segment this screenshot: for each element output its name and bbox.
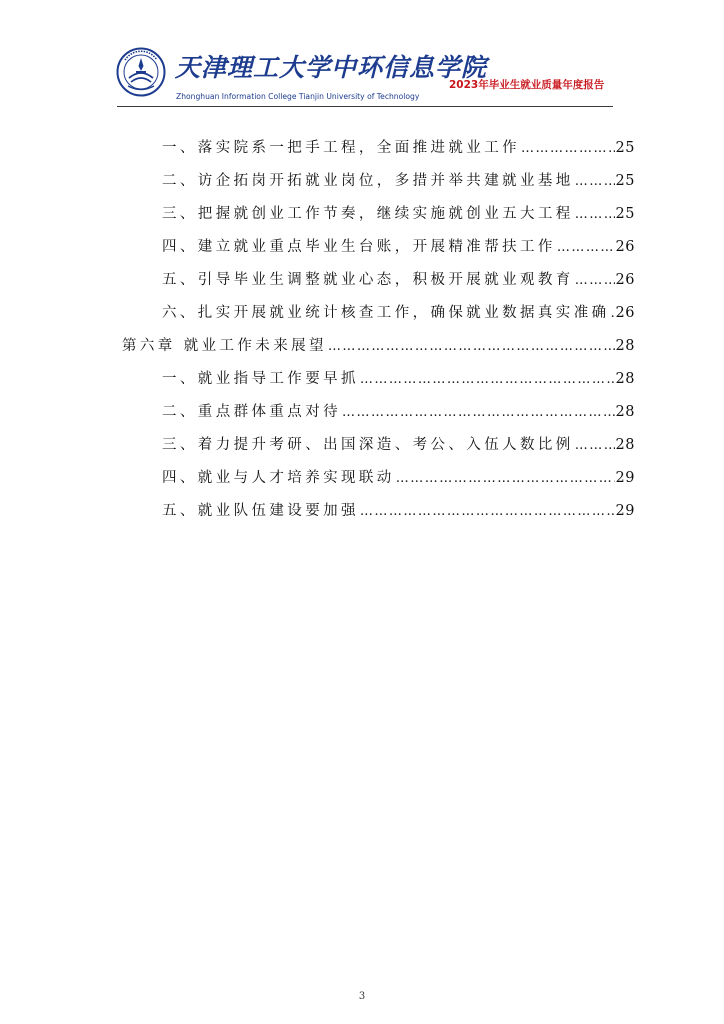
toc-entry[interactable] (162, 467, 635, 489)
toc-entry[interactable] (162, 302, 635, 324)
toc-entry-title: 三、着力提升考研、出国深造、考公、入伍人数比例 (162, 437, 574, 453)
toc-leader-dots (575, 270, 615, 292)
toc-leader-dots (521, 138, 615, 160)
toc-entry[interactable] (162, 269, 635, 291)
toc-entry[interactable] (162, 203, 635, 225)
toc-chapter-entry[interactable] (122, 335, 635, 357)
toc-entry[interactable] (162, 236, 635, 258)
toc-leader-dots (360, 501, 615, 523)
toc-leader-dots (328, 336, 615, 358)
toc-entry-page: 28 (615, 437, 635, 453)
toc-leader-dots (342, 402, 615, 424)
toc-entry[interactable] (162, 401, 635, 423)
toc-entry-title: 一、就业指导工作要早抓 (162, 371, 359, 387)
toc-entry-page: 26 (615, 272, 635, 288)
toc-leader-dots (360, 369, 615, 391)
toc-entry-page: 26 (615, 239, 635, 255)
toc-entry-page: 29 (615, 503, 635, 519)
toc-entry-title: 二、重点群体重点对待 (162, 404, 341, 420)
toc-leader-dots (557, 237, 615, 259)
toc-entry-title: 五、引导毕业生调整就业心态，积极开展就业观教育 (162, 272, 574, 288)
school-name-cn: 天津理工大学中环信息学院 (175, 53, 488, 82)
toc-entry[interactable] (162, 500, 635, 522)
toc-entry-title: 四、建立就业重点毕业生台账，开展精准帮扶工作 (162, 239, 556, 255)
toc-entry-page: 26 (615, 305, 635, 321)
toc-entry[interactable] (162, 368, 635, 390)
toc-entry-title: 二、访企拓岗开拓就业岗位，多措并举共建就业基地 (162, 173, 574, 189)
toc-entry-page: 25 (615, 206, 635, 222)
toc-leader-dots (575, 204, 615, 226)
toc-entry-title: 三、把握就创业工作节奏，继续实施就创业五大工程 (162, 206, 574, 222)
page-number: 3 (358, 991, 366, 1002)
school-name-en: Zhonghuan Information College Tianjin University of Technology (176, 92, 420, 101)
toc-entry-title: 四、就业与人才培养实现联动 (162, 470, 395, 486)
toc-entry-title: 一、落实院系一把手工程，全面推进就业工作 (162, 140, 520, 156)
toc-entry-title: 第六章 就业工作未来展望 (122, 338, 327, 354)
toc-entry[interactable] (162, 434, 635, 456)
toc-entry-page: 28 (615, 371, 635, 387)
report-title: 2023年毕业生就业质量年度报告 (449, 79, 605, 91)
toc-leader-dots (575, 435, 615, 457)
toc-leader-dots (396, 468, 615, 490)
toc-entry-title: 五、就业队伍建设要加强 (162, 503, 359, 519)
toc-entry-page: 25 (615, 173, 635, 189)
toc-entry[interactable] (162, 170, 635, 192)
toc-leader-dots (611, 303, 615, 325)
toc-entry-page: 25 (615, 140, 635, 156)
toc-entry-page: 28 (615, 404, 635, 420)
toc-entry[interactable] (162, 137, 635, 159)
toc-entry-page: 28 (615, 338, 635, 354)
toc-entry-title: 六、扎实开展就业统计核查工作，确保就业数据真实准确 (162, 305, 610, 321)
toc-entry-page: 29 (615, 470, 635, 486)
toc-leader-dots (575, 171, 615, 193)
